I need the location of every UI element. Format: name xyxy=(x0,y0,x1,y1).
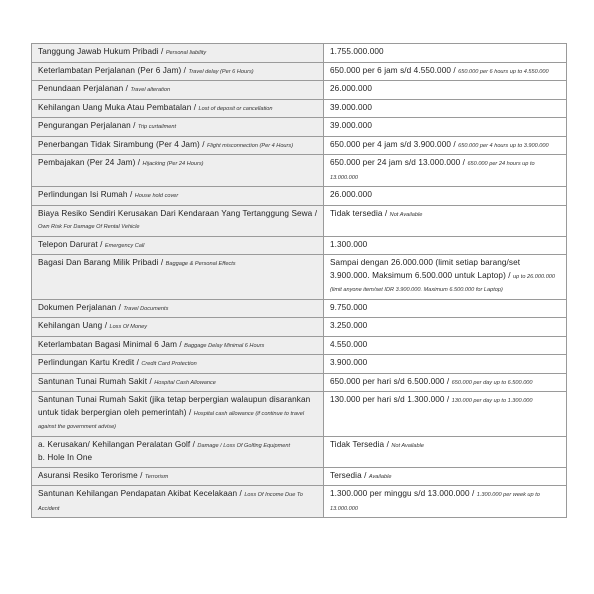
benefit-label-en: Hospital Cash Allowance xyxy=(154,379,216,386)
table-row xyxy=(32,299,567,318)
value-text: 650.000 per 24 jam s/d 13.000.000 xyxy=(330,158,461,167)
benefit-label-en: Baggage Delay Minimal 6 Hours xyxy=(184,342,265,349)
value-text: 26.000.000 xyxy=(330,84,372,93)
benefit-label: Biaya Resiko Sendiri Kerusakan Dari Kendaraan Yang Tertanggung Sewa xyxy=(38,208,313,218)
benefit-label-en: Credit Card Protection xyxy=(141,361,197,367)
benefit-label-en: Emergency Call xyxy=(104,242,145,249)
table-row xyxy=(32,486,567,518)
value-text: Sampai dengan 26.000.000 (limit setiap barang/set 3.900.000. Maksimum 6.500.000 untuk Laptop) xyxy=(330,258,521,280)
table-row xyxy=(32,373,567,392)
value-text-en: 650.000 per 24 hours up to 13.000.000 xyxy=(330,161,535,181)
value-text-en: 1.300.000 per week up to 13.000.000 xyxy=(330,492,540,512)
value-text: 3.900.000 xyxy=(330,358,368,367)
benefit-label: Penerbangan Tidak Sirambung (Per 4 Jam) xyxy=(38,139,200,149)
value-text-en: 650.000 per day up to 6.500.000 xyxy=(451,379,533,386)
table-row xyxy=(32,436,567,467)
benefit-cell: Telepon Darurat / Emergency Call xyxy=(32,236,324,255)
table-row xyxy=(32,336,567,355)
value-cell xyxy=(324,187,567,206)
value-text: Tidak tersedia xyxy=(330,208,383,218)
benefit-cell: Keterlambatan Perjalanan (Per 6 Jam) / Travel delay (Per 6 Hours) xyxy=(32,62,324,81)
benefit-cell: Kehilangan Uang / Loss Of Money xyxy=(32,318,324,337)
value-cell: 650.000 per 6 jam s/d 4.550.000 / 650.000 per 6 hours up to 4.550.000 xyxy=(324,62,567,81)
benefit-cell: Asuransi Resiko Terorisme / Terrorism xyxy=(32,467,324,486)
benefit-label-en: Lost of deposit or cancellation xyxy=(198,105,273,112)
benefit-label: Dokumen Perjalanan xyxy=(38,302,117,312)
value-cell: Tidak Tersedia / Not Available xyxy=(324,436,567,467)
value-cell: 130.000 per hari s/d 1.300.000 / 130.000 per day up to 1.300.000 xyxy=(324,392,567,437)
benefit-cell: Perlindungan Isi Rumah / House hold cover xyxy=(32,187,324,206)
table-row xyxy=(32,155,567,187)
value-cell: 650.000 per 24 jam s/d 13.000.000 / 650.000 per 24 hours up to 13.000.000 xyxy=(324,155,567,187)
benefit-extra: b. Hole In One xyxy=(38,453,93,462)
table-row xyxy=(32,118,567,137)
value-cell xyxy=(324,355,567,374)
benefit-cell: a. Kerusakan/ Kehilangan Peralatan Golf / Damage / Loss Of Golfing Equipment b. Hole In One xyxy=(32,436,324,467)
value-text: 39.000.000 xyxy=(330,121,372,130)
benefit-label-en: Damage / Loss Of Golfing Equipment xyxy=(197,442,291,449)
value-text: 3.250.000 xyxy=(330,321,368,330)
value-cell xyxy=(324,118,567,137)
benefit-label: Penundaan Perjalanan xyxy=(38,84,124,93)
benefit-label: Telepon Darurat xyxy=(38,239,98,249)
benefit-cell: Tanggung Jawab Hukum Pribadi / Personal liability xyxy=(32,44,324,63)
table-row xyxy=(32,255,567,300)
value-cell xyxy=(324,336,567,355)
value-text-en: 130.000 per day up to 1.300.000 xyxy=(451,398,533,404)
benefit-label-en: Trip curtailment xyxy=(137,124,177,130)
benefit-cell: Santunan Kehilangan Pendapatan Akibat Kecelakaan / Loss Of Income Due To Accident xyxy=(32,486,324,518)
value-cell xyxy=(324,318,567,337)
benefit-label: Santunan Kehilangan Pendapatan Akibat Kecelakaan xyxy=(38,489,238,498)
benefit-cell: Pembajakan (Per 24 Jam) / Hijacking (Per 24 Hours) xyxy=(32,155,324,187)
table-row xyxy=(32,236,567,255)
table-row xyxy=(32,187,567,206)
benefit-label-en: Flight misconnection (Per 4 Hours) xyxy=(206,142,294,149)
table-row xyxy=(32,467,567,486)
value-cell: Tersedia / Available xyxy=(324,467,567,486)
table-row xyxy=(32,62,567,81)
value-cell xyxy=(324,236,567,255)
value-cell: Sampai dengan 26.000.000 (limit setiap barang/set 3.900.000. Maksimum 6.500.000 untuk Laptop) / up to 26.000.000 (limit anyone item/set IDR 3.900.000. Maximum 6.500.000 for Laptop) xyxy=(324,255,567,300)
benefit-label: Perlindungan Kartu Kredit xyxy=(38,358,135,367)
benefit-label: Tanggung Jawab Hukum Pribadi xyxy=(38,47,159,56)
value-text: 1.755.000.000 xyxy=(330,47,384,56)
benefit-label-en: Travel alteration xyxy=(130,87,171,93)
value-cell xyxy=(324,81,567,100)
value-cell: 650.000 per 4 jam s/d 3.900.000 / 650.000 per 4 hours up to 3.900.000 xyxy=(324,136,567,155)
benefit-cell: Penundaan Perjalanan / Travel alteration xyxy=(32,81,324,100)
table-row xyxy=(32,392,567,437)
value-text: 1.300.000 xyxy=(330,239,368,249)
value-text: 26.000.000 xyxy=(330,190,372,199)
value-text-en: Not Available xyxy=(389,211,423,218)
benefit-label-en: Loss Of Income Due To Accident xyxy=(38,492,303,512)
benefit-cell: Biaya Resiko Sendiri Kerusakan Dari Kendaraan Yang Tertanggung Sewa / Own Risk For Damage Of Rental Vehicle xyxy=(32,205,324,236)
benefit-label-en: Loss Of Money xyxy=(109,324,148,330)
value-text: 130.000 per hari s/d 1.300.000 xyxy=(330,395,445,404)
value-cell: 650.000 per hari s/d 6.500.000 / 650.000 per day up to 6.500.000 xyxy=(324,373,567,392)
table-row xyxy=(32,99,567,118)
value-text: 9.750.000 xyxy=(330,302,368,312)
benefit-label: Asuransi Resiko Terorisme xyxy=(38,470,138,480)
value-text: 650.000 per 6 jam s/d 4.550.000 xyxy=(330,65,451,75)
value-text-en: Not Available xyxy=(391,442,424,449)
benefit-label-en: Travel Documents xyxy=(123,305,169,312)
benefit-cell: Santunan Tunai Rumah Sakit / Hospital Cash Allowance xyxy=(32,373,324,392)
benefit-cell: Pengurangan Perjalanan / Trip curtailment xyxy=(32,118,324,137)
benefit-cell: Dokumen Perjalanan / Travel Documents xyxy=(32,299,324,318)
benefits-table xyxy=(31,43,567,518)
benefit-label: a. Kerusakan/ Kehilangan Peralatan Golf xyxy=(38,439,191,449)
value-text-en: up to 26.000.000 (limit anyone item/set IDR 3.900.000. Maximum 6.500.000 for Laptop) xyxy=(330,273,556,293)
value-cell xyxy=(324,99,567,118)
benefit-cell: Perlindungan Kartu Kredit / Credit Card Protection xyxy=(32,355,324,374)
value-text: 39.000.000 xyxy=(330,102,372,112)
value-cell: 1.300.000 per minggu s/d 13.000.000 / 1.300.000 per week up to 13.000.000 xyxy=(324,486,567,518)
benefit-cell: Kehilangan Uang Muka Atau Pembatalan / Lost of deposit or cancellation xyxy=(32,99,324,118)
benefit-label: Kehilangan Uang Muka Atau Pembatalan xyxy=(38,102,192,112)
value-text: 4.550.000 xyxy=(330,339,368,349)
value-text: Tersedia xyxy=(330,470,362,480)
benefit-label-en: Terrorism xyxy=(144,473,169,480)
value-cell xyxy=(324,299,567,318)
benefit-label: Keterlambatan Bagasi Minimal 6 Jam xyxy=(38,339,178,349)
benefit-label: Kehilangan Uang xyxy=(38,321,103,330)
benefit-label: Keterlambatan Perjalanan (Per 6 Jam) xyxy=(38,65,182,75)
value-text: 1.300.000 per minggu s/d 13.000.000 xyxy=(330,489,470,498)
value-cell xyxy=(324,44,567,63)
benefit-cell: Penerbangan Tidak Sirambung (Per 4 Jam) / Flight misconnection (Per 4 Hours) xyxy=(32,136,324,155)
value-text-en: 650.000 per 6 hours up to 4.550.000 xyxy=(458,68,549,75)
benefit-label: Santunan Tunai Rumah Sakit (jika tetap berpergian walaupun disarankan untuk tidak berpergian oleh pemerintah) xyxy=(38,395,311,417)
value-cell: Tidak tersedia / Not Available xyxy=(324,205,567,236)
benefit-label-en: Travel delay (Per 6 Hours) xyxy=(188,68,254,75)
benefit-label-en: Hospital cash allowance (if continue to travel against the government advise) xyxy=(38,410,305,430)
benefit-label: Perlindungan Isi Rumah xyxy=(38,190,128,199)
benefit-cell: Keterlambatan Bagasi Minimal 6 Jam / Baggage Delay Minimal 6 Hours xyxy=(32,336,324,355)
benefit-label-en: Personal liability xyxy=(165,50,207,56)
table-row xyxy=(32,44,567,63)
benefit-label: Bagasi Dan Barang Milik Pribadi xyxy=(38,258,159,267)
table-row xyxy=(32,318,567,337)
benefit-label-en: Baggage & Personal Effects xyxy=(165,261,236,267)
value-text-en: 650.000 per 4 hours up to 3.900.000 xyxy=(458,142,549,149)
benefit-label: Pembajakan (Per 24 Jam) xyxy=(38,158,136,167)
benefit-cell: Bagasi Dan Barang Milik Pribadi / Baggage & Personal Effects xyxy=(32,255,324,300)
table-row xyxy=(32,205,567,236)
benefits-table-body xyxy=(32,44,567,518)
table-row xyxy=(32,81,567,100)
value-text: 650.000 per hari s/d 6.500.000 xyxy=(330,376,445,386)
table-row xyxy=(32,355,567,374)
benefit-cell: Santunan Tunai Rumah Sakit (jika tetap berpergian walaupun disarankan untuk tidak berpergian oleh pemerintah) / Hospital cash allowance (if continue to travel against the government advise) xyxy=(32,392,324,437)
benefit-label-en: Own Risk For Damage Of Rental Vehicle xyxy=(38,224,140,230)
value-text: 650.000 per 4 jam s/d 3.900.000 xyxy=(330,139,451,149)
benefit-label: Pengurangan Perjalanan xyxy=(38,121,131,130)
benefit-label-en: House hold cover xyxy=(134,193,179,199)
table-row xyxy=(32,136,567,155)
benefit-label: Santunan Tunai Rumah Sakit xyxy=(38,376,148,386)
value-text-en: Available xyxy=(368,473,392,480)
benefit-label-en: Hijacking (Per 24 Hours) xyxy=(142,161,204,167)
value-text: Tidak Tersedia xyxy=(330,439,385,449)
